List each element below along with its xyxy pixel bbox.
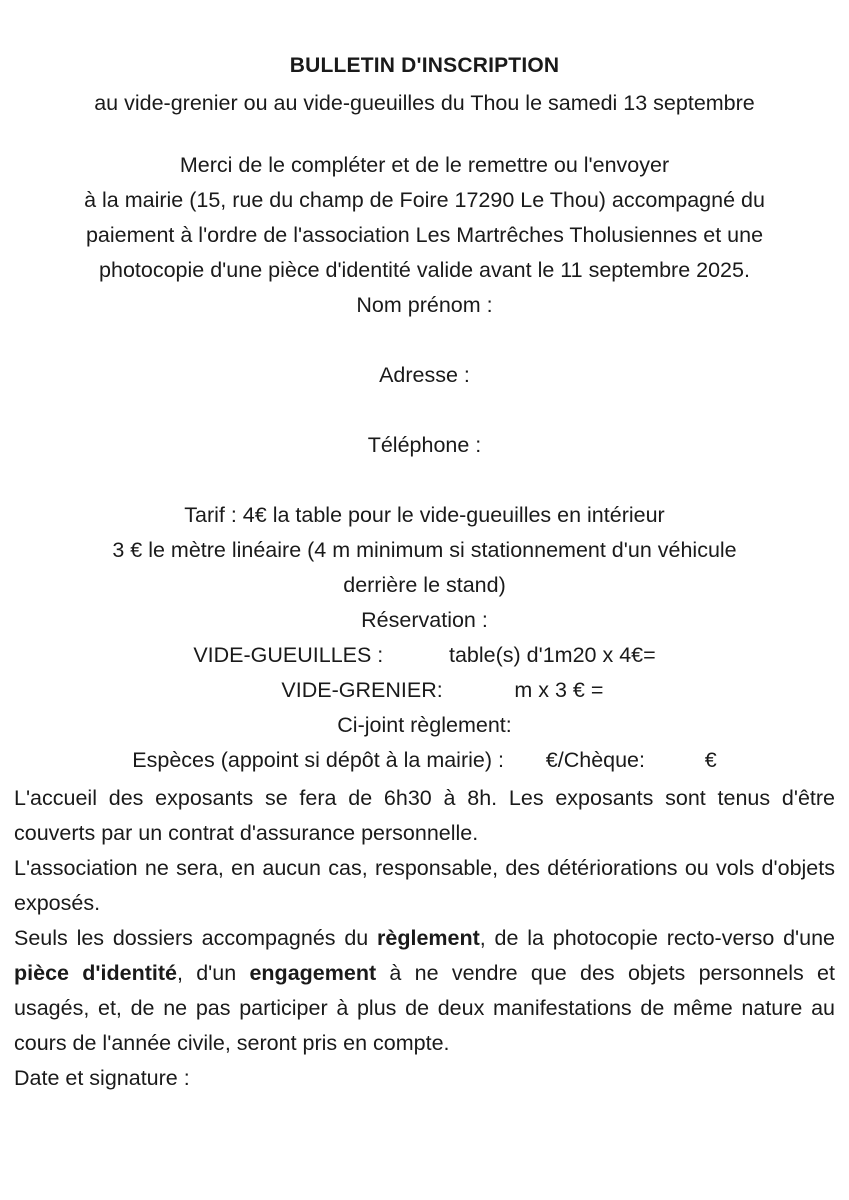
- terms-paragraph-2: L'association ne sera, en aucun cas, responsable, des détériorations ou vols d'objets exposés.: [14, 856, 835, 915]
- reservation-block: [14, 603, 835, 778]
- instructions-line-2: à la mairie (15, rue du champ de Foire 17290 Le Thou) accompagné du: [84, 188, 765, 212]
- vide-gueuilles-entry[interactable]: VIDE-GUEUILLES : table(s) d'1m20 x 4€=: [193, 643, 656, 667]
- terms-p3-emphasis-engagement: engagement: [249, 961, 377, 985]
- page-subtitle: au vide-grenier ou au vide-gueuilles du Thou le samedi 13 septembre: [94, 91, 755, 115]
- tariff-line-1: Tarif : 4€ la table pour le vide-gueuilles en intérieur: [184, 503, 665, 527]
- reservation-heading: Réservation :: [361, 608, 488, 632]
- address-field-blank[interactable]: [14, 393, 835, 428]
- terms-p3-emphasis-reglement: règlement: [377, 926, 480, 950]
- instructions-line-1: Merci de le compléter et de le remettre ou l'envoyer: [179, 153, 670, 177]
- terms-p3-text-2: , de la photocopie recto-verso d'une: [479, 926, 836, 950]
- terms-p3-emphasis-piece-identite: pièce d'identité: [14, 961, 177, 985]
- tariff-line-2: 3 € le mètre linéaire (4 m minimum si stationnement d'un véhicule: [112, 538, 737, 562]
- page-title: BULLETIN D'INSCRIPTION: [289, 54, 560, 77]
- terms-p3-text-3: , d'un: [176, 961, 250, 985]
- tariff-block: [14, 498, 835, 603]
- terms-p3-text-4: à ne vendre que des objets personnels et usagés, et, de ne pas participer à plus de deux manifestations de même nature au cours de l'année civile, seront pris en compte.: [14, 961, 835, 1055]
- signature-field-label[interactable]: Date et signature :: [14, 1066, 190, 1090]
- phone-field-blank[interactable]: [14, 463, 835, 498]
- terms-paragraph-3: [14, 921, 835, 1061]
- tariff-line-3: derrière le stand): [343, 573, 506, 597]
- payment-entry[interactable]: Espèces (appoint si dépôt à la mairie) : €/Chèque: €: [132, 748, 717, 772]
- instructions-line-4: photocopie d'une pièce d'identité valide avant le 11 septembre 2025.: [99, 258, 750, 282]
- name-field-blank[interactable]: [14, 323, 835, 358]
- address-field-label[interactable]: Adresse :: [379, 363, 470, 387]
- terms-block: [14, 778, 835, 1061]
- instructions-block: [14, 148, 835, 288]
- payment-heading: Ci-joint règlement:: [337, 713, 512, 737]
- name-field-label[interactable]: Nom prénom :: [356, 293, 493, 317]
- terms-p3-text-1: Seuls les dossiers accompagnés du: [14, 926, 378, 950]
- applicant-fields-block: [14, 288, 835, 498]
- phone-field-label[interactable]: Téléphone :: [367, 433, 482, 457]
- instructions-line-3: paiement à l'ordre de l'association Les Martrêches Tholusiennes et une: [85, 223, 764, 247]
- terms-paragraph-1: L'accueil des exposants se fera de 6h30 à 8h. Les exposants sont tenus d'être couverts par un contrat d'assurance personnelle.: [14, 786, 835, 845]
- vide-grenier-entry[interactable]: VIDE-GRENIER: m x 3 € =: [245, 678, 604, 702]
